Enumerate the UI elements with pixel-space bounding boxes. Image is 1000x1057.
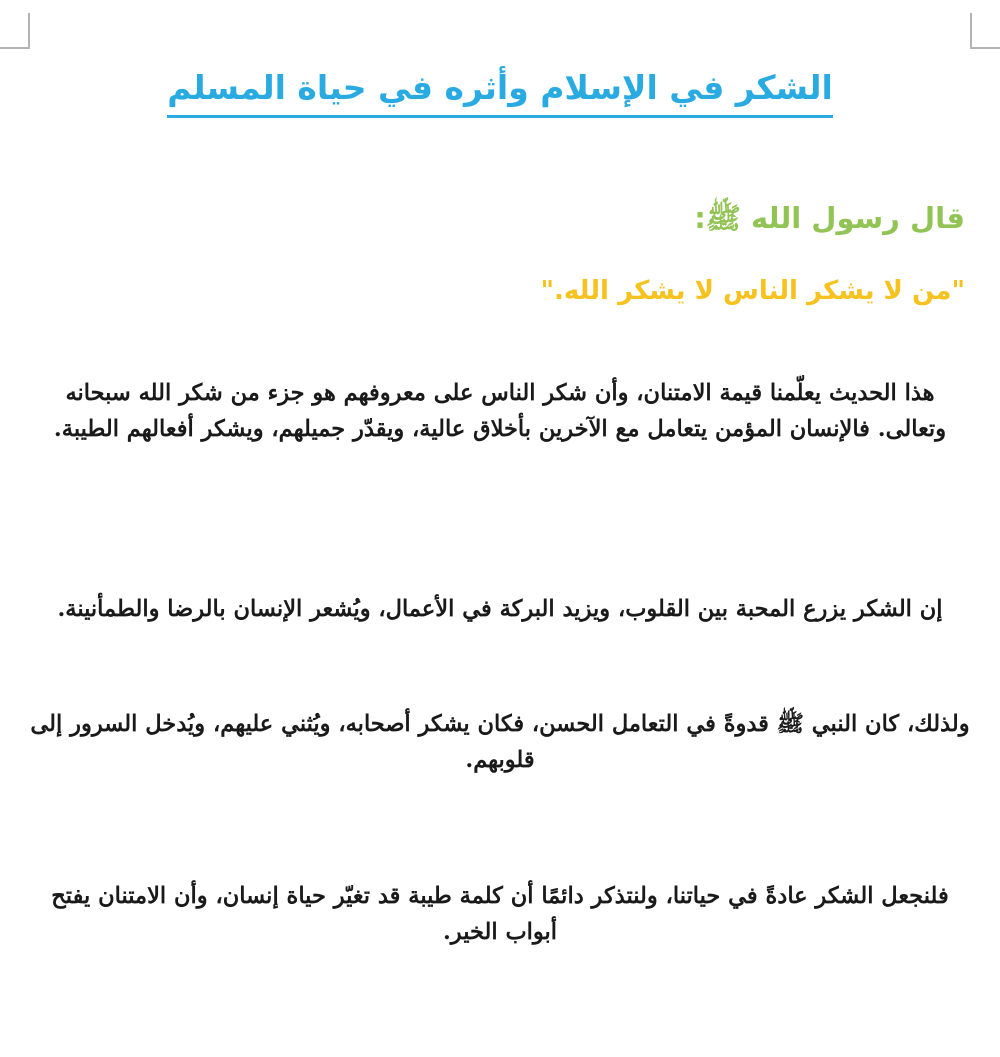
page-title	[0, 66, 1000, 118]
body-paragraph-3: ولذلك، كان النبي ﷺ قدوةً في التعامل الحسن، فكان يشكر أصحابه، ويُثني عليهم، ويُدخل السرور إلى قلوبهم.	[30, 710, 970, 773]
corner-crop-mark-top-right	[970, 13, 1000, 49]
body-paragraph-2: إن الشكر يزرع المحبة بين القلوب، ويزيد البركة في الأعمال، ويُشعر الإنسان بالرضا والطمأنينة.	[57, 595, 943, 622]
hadith-quote: "من لا يشكر الناس لا يشكر الله."	[540, 276, 965, 306]
body-paragraph-1: هذا الحديث يعلّمنا قيمة الامتنان، وأن شكر الناس على معروفهم هو جزء من شكر الله سبحانه وتعالى. فالإنسان المؤمن يتعامل مع الآخرين بأخلاق عالية، ويقدّر جميلهم، ويشكر أفعالهم الطيبة.	[53, 379, 947, 442]
page-title-text: الشكر في الإسلام وأثره في حياة المسلم	[167, 66, 833, 118]
corner-crop-mark-top-left	[0, 13, 30, 49]
body-paragraph-4: فلنجعل الشكر عادةً في حياتنا، ولنتذكر دائمًا أن كلمة طيبة قد تغيّر حياة إنسان، وأن الامتنان يفتح أبواب الخير.	[51, 882, 949, 945]
hadith-attribution: قال رسول الله ﷺ:	[694, 201, 965, 235]
